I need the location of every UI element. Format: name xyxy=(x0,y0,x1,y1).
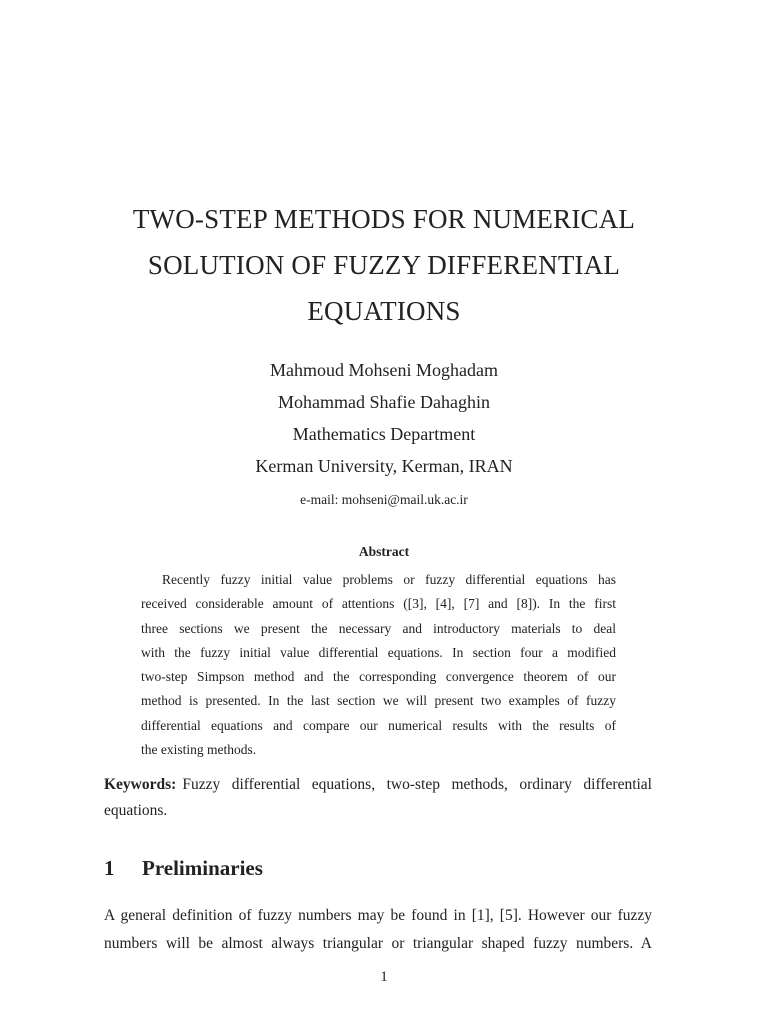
section-heading xyxy=(104,856,263,881)
keywords-block xyxy=(104,772,652,824)
body-line: numbers will be almost always triangular or triangular shaped fuzzy numbers. A xyxy=(104,935,652,952)
abstract-heading: Abstract xyxy=(358,544,410,559)
abstract-line: with the fuzzy initial value differential equations. In section four a modified xyxy=(141,644,616,660)
body-paragraph xyxy=(104,902,652,958)
abstract-line: Recently fuzzy initial value problems or fuzzy differential equations has xyxy=(162,572,616,587)
author-block xyxy=(60,354,708,482)
abstract-line: the existing methods. xyxy=(141,742,257,758)
affiliation-university: Kerman University, Kerman, IRAN xyxy=(255,456,513,476)
abstract-body xyxy=(141,568,616,762)
keywords-label: Keywords: xyxy=(104,776,177,793)
author-name: Mahmoud Mohseni Moghadam xyxy=(270,360,498,380)
abstract-line: two-step Simpson method and the corresponding convergence theorem of our xyxy=(141,669,616,685)
abstract-line: method is presented. In the last section we will present two examples of fuzzy xyxy=(141,693,616,709)
keywords-line xyxy=(104,772,652,798)
author-name: Mohammad Shafie Dahaghin xyxy=(278,392,490,412)
paper-title xyxy=(60,196,708,334)
section-title: Preliminaries xyxy=(142,856,263,880)
abstract-line: differential equations and compare our numerical results with the results of xyxy=(141,717,616,733)
body-line: A general definition of fuzzy numbers may be found in [1], [5]. However our fuzzy xyxy=(104,907,652,924)
affiliation-department: Mathematics Department xyxy=(292,424,476,444)
abstract-line: received considerable amount of attentions ([3], [4], [7] and [8]). In the first xyxy=(141,596,616,612)
abstract-line: three sections we present the necessary and introductory materials to deal xyxy=(141,620,616,636)
title-line: TWO-STEP METHODS FOR NUMERICAL xyxy=(132,204,636,234)
keywords-line: equations. xyxy=(104,802,168,819)
author-email: e-mail: mohseni@mail.uk.ac.ir xyxy=(300,492,468,507)
page-number: 1 xyxy=(380,969,388,985)
title-line: EQUATIONS xyxy=(307,296,461,326)
section-number: 1 xyxy=(104,856,115,880)
title-line: SOLUTION OF FUZZY DIFFERENTIAL xyxy=(147,250,621,280)
keywords-text: Fuzzy differential equations, two-step methods, ordinary differential xyxy=(182,776,652,793)
